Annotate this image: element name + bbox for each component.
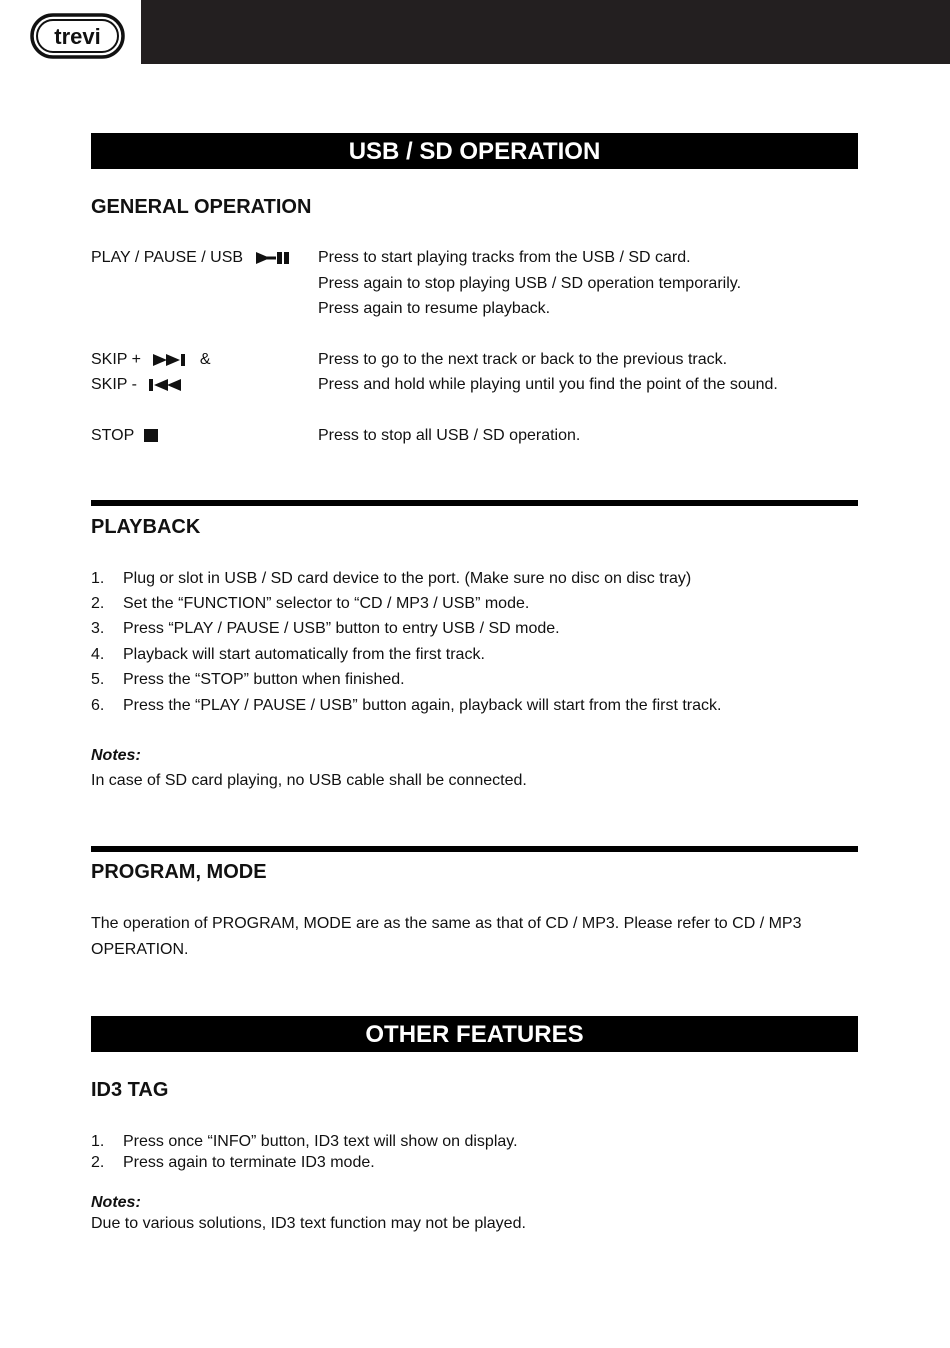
stop-desc: Press to stop all USB / SD operation. bbox=[318, 427, 581, 444]
label-play-pause-usb: PLAY / PAUSE / USB bbox=[91, 248, 290, 268]
header-bar bbox=[141, 0, 950, 64]
divider-program bbox=[91, 846, 858, 852]
notes-label-id3: Notes: bbox=[91, 1194, 141, 1211]
heading-playback: PLAYBACK bbox=[91, 516, 201, 538]
skip-desc-1: Press to go to the next track or back to the previous track. bbox=[318, 351, 728, 368]
playback-step-number: 4. bbox=[91, 646, 105, 663]
playback-step: Playback will start automatically from the first track. bbox=[123, 646, 485, 663]
heading-program-mode: PROGRAM, MODE bbox=[91, 861, 267, 883]
label-skip-plus: SKIP + & bbox=[91, 351, 211, 368]
skip-desc-2: Press and hold while playing until you find the point of the sound. bbox=[318, 376, 778, 393]
skip-amp: & bbox=[199, 351, 211, 368]
notes-text-playback: In case of SD card playing, no USB cable shall be connected. bbox=[91, 772, 527, 789]
label-skip-minus: SKIP - bbox=[91, 375, 183, 395]
play-desc-3: Press again to resume playback. bbox=[318, 300, 551, 317]
playback-step: Press the “STOP” button when finished. bbox=[123, 671, 405, 688]
svg-text:trevi: trevi bbox=[54, 24, 101, 49]
playback-step-number: 1. bbox=[91, 570, 105, 587]
playback-step-number: 5. bbox=[91, 671, 105, 688]
stop-icon bbox=[144, 429, 158, 442]
id3-step: Press once “INFO” button, ID3 text will show on display. bbox=[123, 1133, 518, 1150]
notes-text-id3: Due to various solutions, ID3 text function may not be played. bbox=[91, 1215, 526, 1232]
play-pause-icon bbox=[256, 252, 290, 264]
skip-previous-icon bbox=[149, 379, 183, 391]
trevi-logo bbox=[30, 13, 125, 59]
skip-next-icon bbox=[153, 354, 187, 366]
play-desc-2: Press again to stop playing USB / SD operation temporarily. bbox=[318, 275, 742, 292]
play-desc-1: Press to start playing tracks from the USB / SD card. bbox=[318, 249, 691, 266]
id3-step-number: 2. bbox=[91, 1154, 105, 1171]
section-title-usb-sd: USB / SD OPERATION bbox=[91, 133, 858, 169]
playback-step: Set the “FUNCTION” selector to “CD / MP3 / USB” mode. bbox=[123, 595, 530, 612]
playback-step-number: 3. bbox=[91, 620, 105, 637]
id3-step: Press again to terminate ID3 mode. bbox=[123, 1154, 375, 1171]
playback-step: Plug or slot in USB / SD card device to the port. (Make sure no disc on disc tray) bbox=[123, 570, 692, 587]
section-title-other-features: OTHER FEATURES bbox=[91, 1016, 858, 1052]
divider-playback bbox=[91, 500, 858, 506]
playback-step-number: 6. bbox=[91, 697, 105, 714]
heading-general-operation: GENERAL OPERATION bbox=[91, 196, 312, 218]
trevi-logo-icon bbox=[30, 13, 125, 59]
playback-step: Press “PLAY / PAUSE / USB” button to entry USB / SD mode. bbox=[123, 620, 560, 637]
program-mode-text: The operation of PROGRAM, MODE are as the same as that of CD / MP3. Please refer to CD / MP3 OPERATION. bbox=[91, 915, 802, 958]
label-stop: STOP bbox=[91, 426, 158, 446]
playback-step-number: 2. bbox=[91, 595, 105, 612]
heading-id3-tag: ID3 TAG bbox=[91, 1079, 169, 1101]
playback-step: Press the “PLAY / PAUSE / USB” button again, playback will start from the first track. bbox=[123, 697, 722, 714]
id3-step-number: 1. bbox=[91, 1133, 105, 1150]
notes-label-playback: Notes: bbox=[91, 747, 141, 764]
